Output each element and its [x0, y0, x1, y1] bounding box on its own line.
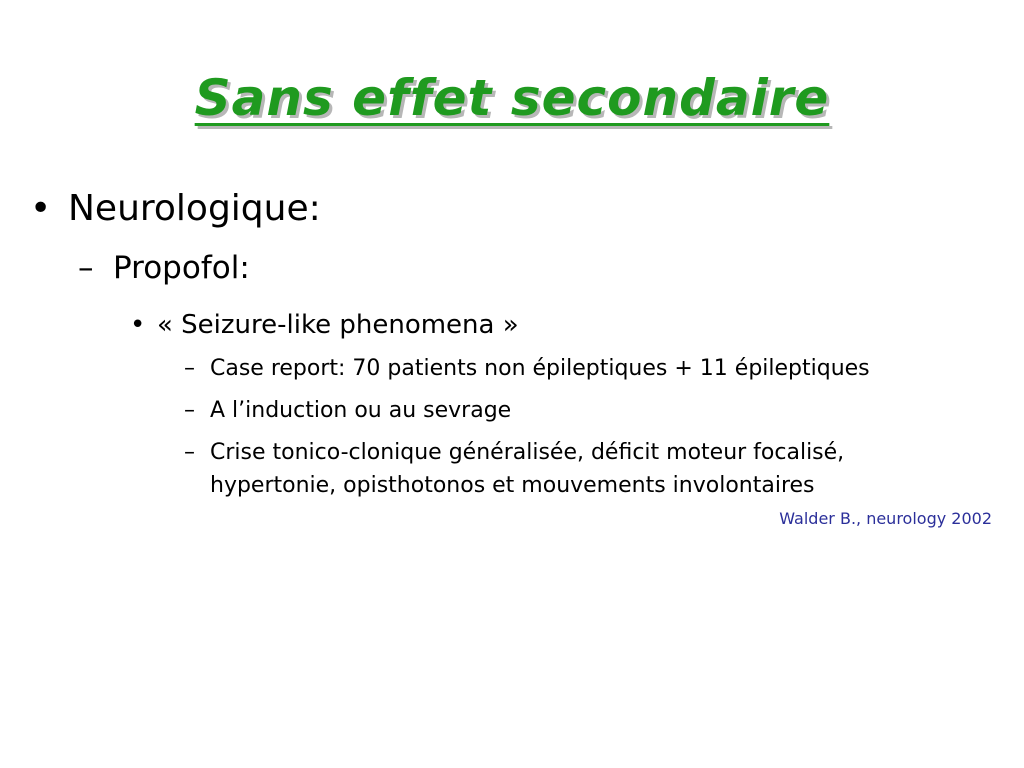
- bullet-marker-level4-1: –: [184, 356, 195, 381]
- bullet-marker-level1: •: [30, 188, 52, 229]
- bullet-marker-level3: •: [130, 310, 146, 340]
- bullet-case-report: Case report: 70 patients non épileptiques + 11 épileptiques: [210, 356, 870, 381]
- slide-title: Sans effet secondaire: [194, 69, 830, 127]
- bullet-marker-level4-2: –: [184, 398, 195, 423]
- bullet-induction: A l’induction ou au sevrage: [210, 398, 512, 423]
- citation: Walder B., neurology 2002: [779, 509, 992, 528]
- bullet-crise-line1: Crise tonico-clonique généralisée, déficit moteur focalisé,: [210, 440, 845, 465]
- bullet-seizure-like: « Seizure-like phenomena »: [157, 310, 519, 340]
- bullet-marker-level2: –: [78, 250, 94, 286]
- bullet-neurologique: Neurologique:: [68, 188, 321, 229]
- bullet-crise-line2: hypertonie, opisthotonos et mouvements involontaires: [210, 473, 815, 498]
- bullet-propofol: Propofol:: [113, 250, 250, 286]
- bullet-marker-level4-3: –: [184, 440, 195, 465]
